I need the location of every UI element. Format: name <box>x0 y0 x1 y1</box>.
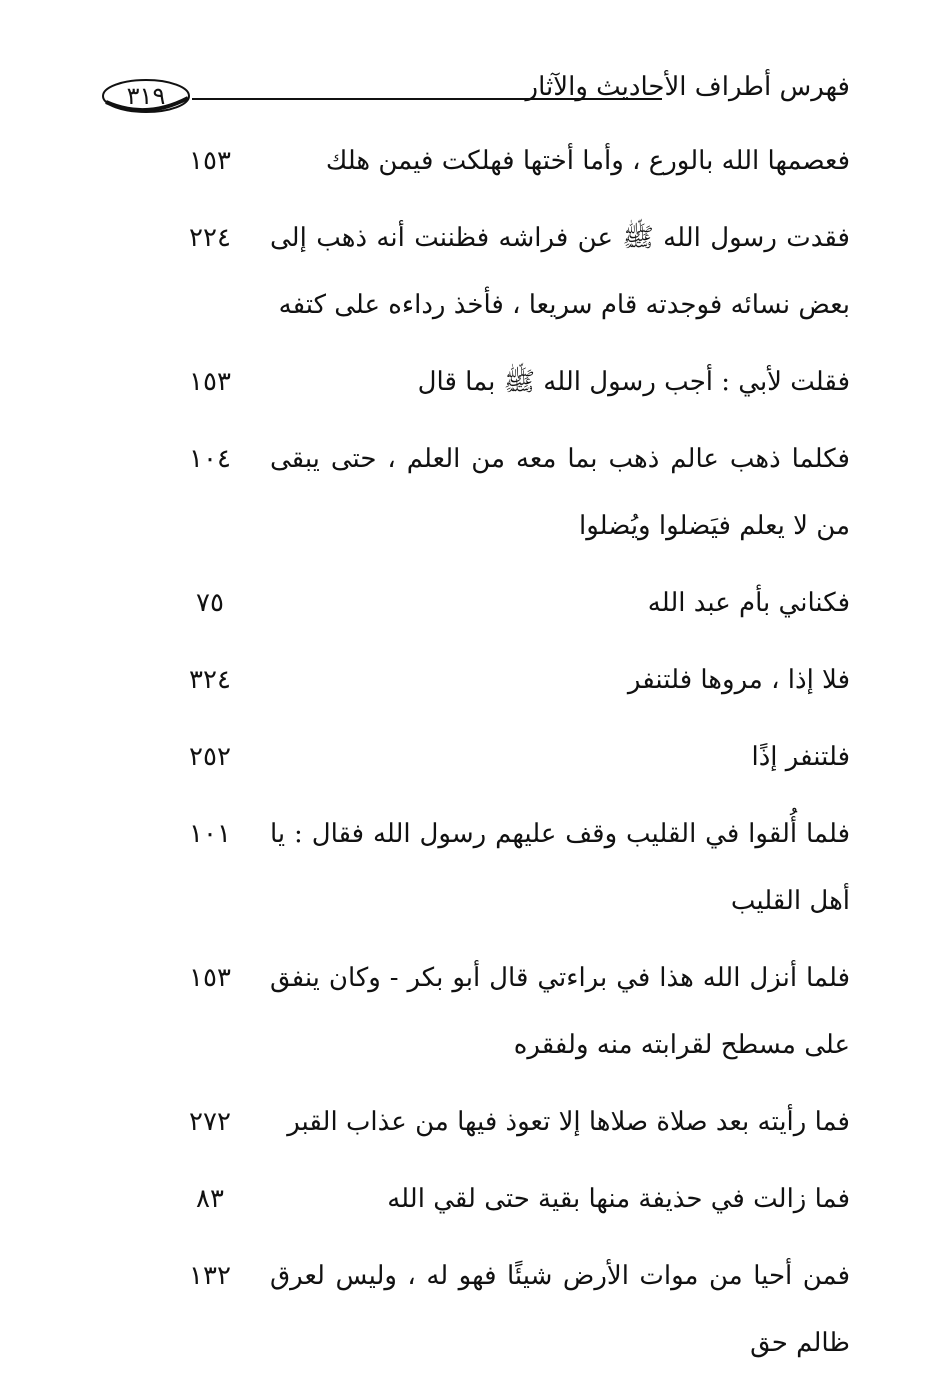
entry-page-number: ١٠١ <box>189 819 231 849</box>
hadith-index-list <box>140 128 850 1387</box>
page-number: ٣١٩ <box>126 82 166 110</box>
running-title: فهرس أطراف الأحاديث والآثار <box>525 72 850 102</box>
index-entry <box>140 724 850 791</box>
index-entry <box>140 205 850 339</box>
entry-text: فعصمها الله بالورع ، وأما أختها فهلكت فيمن هلك <box>325 146 850 176</box>
entry-text: فقلت لأبي : أجب رسول الله ﷺ بما قال <box>417 367 850 397</box>
entry-page-number: ٢٥٢ <box>189 742 231 772</box>
entry-text: فمن أحيا من موات الأرض شيئًا فهو له ، وليس لعرق ظالم حق <box>270 1261 850 1358</box>
entry-text: فلما أُلقوا في القليب وقف عليهم رسول الله فقال : يا أهل القليب <box>270 819 850 916</box>
entry-text: فلا إذا ، مروها فلتنفر <box>627 665 850 695</box>
entry-page-number: ١٥٣ <box>189 367 231 397</box>
entry-text: فما رأيته بعد صلاة صلاها إلا تعوذ فيها من عذاب القبر <box>287 1107 850 1137</box>
index-entry <box>140 1166 850 1233</box>
page-header <box>100 68 850 126</box>
index-entry <box>140 647 850 714</box>
entry-text: فكلما ذهب عالم ذهب بما معه من العلم ، حتى يبقى من لا يعلم فيَضلوا ويُضلوا <box>270 444 850 541</box>
entry-page-number: ١٠٤ <box>189 444 231 474</box>
entry-page-number: ١٣٢ <box>189 1261 231 1291</box>
header-rule <box>192 98 662 100</box>
index-entry <box>140 349 850 416</box>
entry-text: فلما أنزل الله هذا في براءتي قال أبو بكر - وكان ينفق على مسطح لقرابته منه ولفقره <box>270 963 850 1060</box>
index-entry <box>140 1243 850 1377</box>
entry-page-number: ٨٣ <box>196 1184 224 1214</box>
entry-text: فقدت رسول الله ﷺ عن فراشه فظننت أنه ذهب إلى بعض نسائه فوجدته قام سريعا ، فأخذ رداءه على كتفه <box>270 223 850 320</box>
entry-page-number: ٢٧٢ <box>189 1107 231 1137</box>
page-number-badge <box>100 76 192 116</box>
entry-text: فلتنفر إذًا <box>751 742 850 772</box>
entry-page-number: ٢٢٤ <box>189 223 231 253</box>
index-entry <box>140 426 850 560</box>
index-entry <box>140 945 850 1079</box>
index-entry <box>140 801 850 935</box>
entry-text: فكناني بأم عبد الله <box>647 588 850 618</box>
entry-page-number: ١٥٣ <box>189 963 231 993</box>
entry-page-number: ٣٢٤ <box>189 665 231 695</box>
index-entry <box>140 128 850 195</box>
entry-text: فما زالت في حذيفة منها بقية حتى لقي الله <box>387 1184 850 1214</box>
index-entry <box>140 1089 850 1156</box>
entry-page-number: ١٥٣ <box>189 146 231 176</box>
entry-page-number: ٧٥ <box>196 588 224 618</box>
index-entry <box>140 570 850 637</box>
